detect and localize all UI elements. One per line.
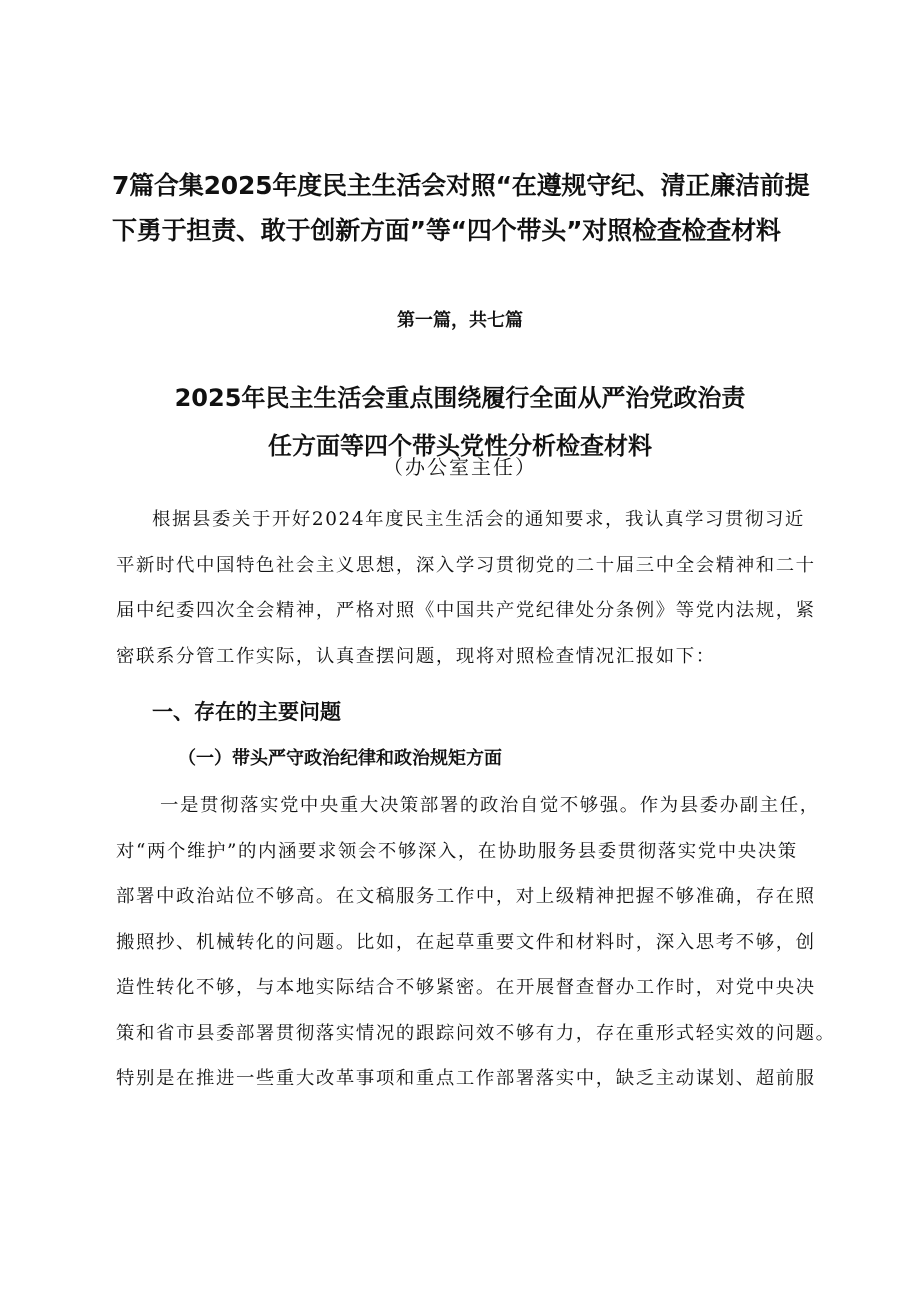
document-title-line: 下勇于担责、敢于创新方面”等“四个带头”对照检查检查材料: [112, 216, 781, 245]
paragraph-line: 特别是在推进一些重大改革事项和重点工作部署落实中，缺乏主动谋划、超前服: [116, 1068, 816, 1089]
subsection-heading: （一）带头严守政治纪律和政治规矩方面: [178, 748, 502, 769]
paragraph-line: 造性转化不够，与本地实际结合不够紧密。在开展督查督办工作时，对党中央决: [116, 977, 816, 998]
document-title: [112, 163, 812, 253]
article-title-line: 任方面等四个带头党性分析检查材料: [268, 431, 652, 460]
paragraph-line: 搬照抄、机械转化的问题。比如，在起草重要文件和材料时，深入思考不够，创: [116, 931, 816, 953]
intro-paragraph: [116, 497, 820, 679]
paragraph-line: 部署中政治站位不够高。在文稿服务工作中，对上级精神把握不够准确，存在照: [116, 886, 816, 907]
article-title-line: 2025年民主生活会重点围绕履行全面从严治党政治责: [174, 383, 746, 412]
paragraph-line: 根据县委关于开好2024年度民主生活会的通知要求，我认真学习贯彻习近: [152, 509, 805, 530]
section-heading: 一、存在的主要问题: [152, 700, 341, 724]
paragraph-line: 平新时代中国特色社会主义思想，深入学习贯彻党的二十届三中全会精神和二十: [116, 554, 816, 576]
author-role: （办公室主任）: [383, 455, 537, 479]
paragraph-line: 一是贯彻落实党中央重大决策部署的政治自觉不够强。作为县委办副主任，: [160, 795, 820, 816]
document-title-line: 7篇合集2025年度民主生活会对照“在遵规守纪、清正廉洁前提: [112, 171, 810, 200]
part-label: 第一篇，共七篇: [397, 310, 523, 331]
paragraph-line: 策和省市县委部署贯彻落实情况的跟踪问效不够有力，存在重形式轻实效的问题。: [116, 1022, 836, 1044]
paragraph-line: 届中纪委四次全会精神，严格对照《中国共产党纪律处分条例》等党内法规，紧: [116, 600, 816, 621]
body-paragraph: [116, 783, 836, 1102]
paragraph-line: 对“两个维护”的内涵要求领会不够深入，在协助服务县委贯彻落实党中央决策: [116, 840, 798, 862]
paragraph-line: 密联系分管工作实际，认真查摆问题，现将对照检查情况汇报如下：: [116, 645, 716, 667]
